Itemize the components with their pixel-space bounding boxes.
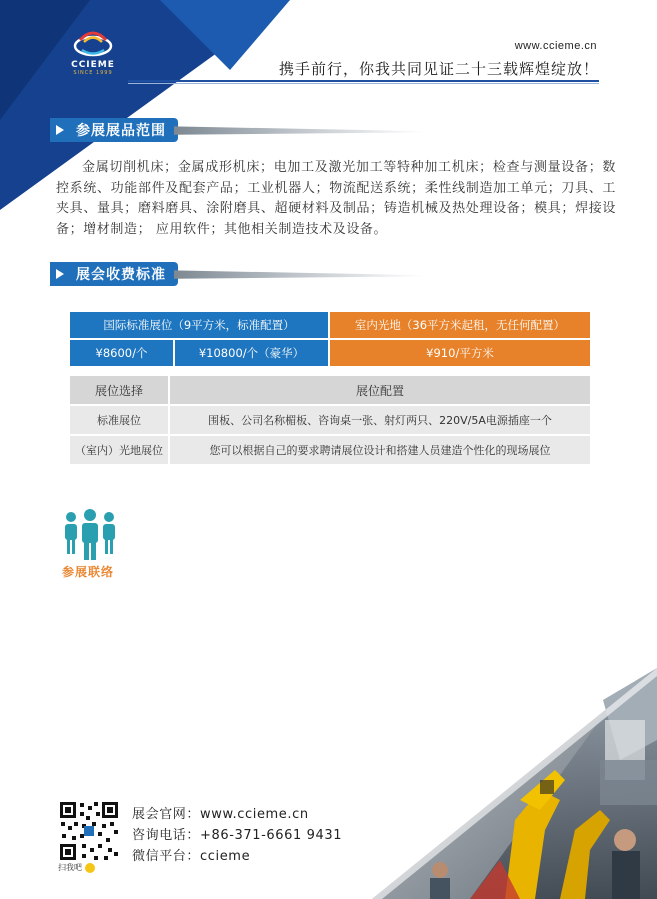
config-detail-cell: 围板、公司名称楣板、咨询桌一张、射灯两只、220V/5A电源插座一个 — [170, 406, 590, 434]
contact-phone[interactable]: 咨询电话：+86-371-6661 9431 — [132, 828, 343, 843]
contact-wechat: 微信平台：ccieme — [132, 849, 251, 864]
smiley-icon — [85, 863, 95, 873]
config-head-config: 展位配置 — [170, 376, 590, 404]
price-deluxe: ¥10800/个（豪华） — [175, 340, 328, 366]
contact-section-title: 参展联络 — [62, 565, 115, 579]
header-url[interactable]: www.ccieme.cn — [514, 40, 597, 52]
header-slogan: 携手前行，你我共同见证二十三载辉煌绽放！ — [278, 60, 599, 78]
qr-caption-text: 扫我吧 — [58, 863, 82, 872]
price-standard: ¥8600/个 — [70, 340, 173, 366]
contact-info — [132, 804, 342, 867]
scope-paragraph: 金属切削机床；金属成形机床；电加工及激光加工等特种加工机床；检查与测量设备；数控系统、功能部件及配套产品；工业机器人；物流配送系统；柔性线制造加工单元；刀具、工夹具、量具；磨料磨具、涂附磨具、超硬材料及制品；铸造机械及热处理设备；模具；焊接设备；增材制造； 应用软件；其他相关制造技术及设备。 — [56, 160, 616, 237]
config-head-choice: 展位选择 — [70, 376, 168, 404]
scope-section-title: 参展展品范围 — [50, 118, 178, 142]
qr-code-icon[interactable] — [58, 800, 120, 862]
logo-subtext: SINCE 1999 — [73, 70, 113, 76]
logo-text: CCIEME — [71, 60, 115, 70]
contact-website[interactable]: 展会官网：www.ccieme.cn — [132, 807, 309, 822]
config-detail-cell: 您可以根据自己的要求聘请展位设计和搭建人员建造个性化的现场展位 — [170, 436, 590, 464]
price-indoor: ¥910/平方米 — [330, 340, 590, 366]
config-choice-cell: 标准展位 — [70, 406, 168, 434]
intl-booth-label: 国际标准展位（9平方米，标准配置） — [70, 312, 328, 338]
indoor-space-label: 室内光地（36平方米起租，无任何配置） — [330, 312, 590, 338]
fees-section-title: 展会收费标准 — [50, 262, 178, 286]
qr-caption — [58, 862, 95, 873]
config-choice-cell: （室内）光地展位 — [70, 436, 168, 464]
